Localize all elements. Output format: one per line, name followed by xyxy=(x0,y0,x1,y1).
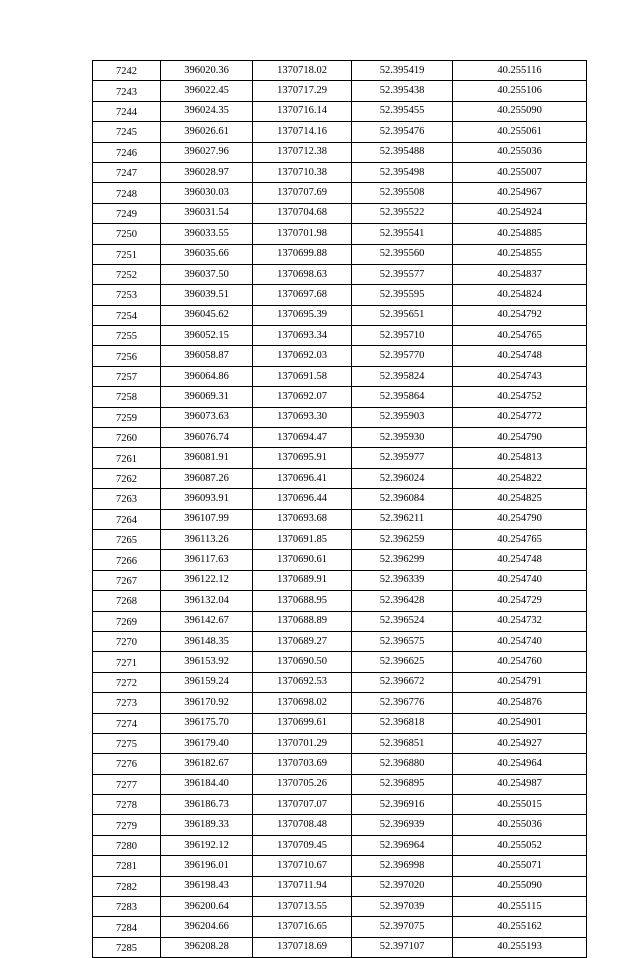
northing-cell: 1370716.14 xyxy=(253,101,352,121)
table-row xyxy=(93,244,587,264)
longitude-cell: 40.254987 xyxy=(453,774,587,794)
point-number-cell: 7272 xyxy=(93,672,161,692)
point-number-cell: 7242 xyxy=(93,61,161,81)
northing-cell: 1370696.41 xyxy=(253,468,352,488)
longitude-cell: 40.254924 xyxy=(453,203,587,223)
longitude-cell: 40.255090 xyxy=(453,876,587,896)
longitude-cell: 40.255162 xyxy=(453,917,587,937)
table-row xyxy=(93,203,587,223)
latitude-cell: 52.397020 xyxy=(352,876,453,896)
longitude-cell: 40.254765 xyxy=(453,326,587,346)
table-row xyxy=(93,631,587,651)
longitude-cell: 40.254760 xyxy=(453,652,587,672)
easting-cell: 396122.12 xyxy=(161,570,253,590)
point-number-cell: 7249 xyxy=(93,203,161,223)
table-row xyxy=(93,468,587,488)
table-row xyxy=(93,61,587,81)
table-row xyxy=(93,366,587,386)
easting-cell: 396208.28 xyxy=(161,937,253,957)
table-row xyxy=(93,264,587,284)
northing-cell: 1370708.48 xyxy=(253,815,352,835)
point-number-cell: 7256 xyxy=(93,346,161,366)
longitude-cell: 40.254901 xyxy=(453,713,587,733)
latitude-cell: 52.395476 xyxy=(352,122,453,142)
easting-cell: 396170.92 xyxy=(161,693,253,713)
point-number-cell: 7275 xyxy=(93,733,161,753)
northing-cell: 1370703.69 xyxy=(253,754,352,774)
point-number-cell: 7251 xyxy=(93,244,161,264)
easting-cell: 396186.73 xyxy=(161,795,253,815)
point-number-cell: 7277 xyxy=(93,774,161,794)
easting-cell: 396022.45 xyxy=(161,81,253,101)
latitude-cell: 52.395455 xyxy=(352,101,453,121)
easting-cell: 396076.74 xyxy=(161,428,253,448)
table-row xyxy=(93,570,587,590)
table-row xyxy=(93,733,587,753)
point-number-cell: 7269 xyxy=(93,611,161,631)
northing-cell: 1370713.55 xyxy=(253,897,352,917)
latitude-cell: 52.396818 xyxy=(352,713,453,733)
table-row xyxy=(93,652,587,672)
longitude-cell: 40.254790 xyxy=(453,509,587,529)
longitude-cell: 40.254748 xyxy=(453,550,587,570)
latitude-cell: 52.396672 xyxy=(352,672,453,692)
latitude-cell: 52.395595 xyxy=(352,285,453,305)
latitude-cell: 52.395903 xyxy=(352,407,453,427)
northing-cell: 1370718.02 xyxy=(253,61,352,81)
table-row xyxy=(93,529,587,549)
northing-cell: 1370712.38 xyxy=(253,142,352,162)
longitude-cell: 40.254837 xyxy=(453,264,587,284)
northing-cell: 1370709.45 xyxy=(253,835,352,855)
point-number-cell: 7252 xyxy=(93,264,161,284)
northing-cell: 1370699.88 xyxy=(253,244,352,264)
easting-cell: 396189.33 xyxy=(161,815,253,835)
easting-cell: 396200.64 xyxy=(161,897,253,917)
easting-cell: 396052.15 xyxy=(161,326,253,346)
latitude-cell: 52.397107 xyxy=(352,937,453,957)
table-row xyxy=(93,101,587,121)
easting-cell: 396087.26 xyxy=(161,468,253,488)
latitude-cell: 52.395560 xyxy=(352,244,453,264)
table-row xyxy=(93,754,587,774)
northing-cell: 1370716.65 xyxy=(253,917,352,937)
table-row xyxy=(93,774,587,794)
latitude-cell: 52.395710 xyxy=(352,326,453,346)
easting-cell: 396045.62 xyxy=(161,305,253,325)
table-row xyxy=(93,835,587,855)
point-number-cell: 7268 xyxy=(93,591,161,611)
table-row xyxy=(93,142,587,162)
table-row xyxy=(93,285,587,305)
table-row xyxy=(93,917,587,937)
latitude-cell: 52.396964 xyxy=(352,835,453,855)
table-row xyxy=(93,876,587,896)
easting-cell: 396113.26 xyxy=(161,529,253,549)
easting-cell: 396204.66 xyxy=(161,917,253,937)
table-row xyxy=(93,672,587,692)
longitude-cell: 40.255193 xyxy=(453,937,587,957)
easting-cell: 396035.66 xyxy=(161,244,253,264)
table-row xyxy=(93,937,587,957)
easting-cell: 396031.54 xyxy=(161,203,253,223)
coordinates-table xyxy=(92,60,587,958)
northing-cell: 1370699.61 xyxy=(253,713,352,733)
northing-cell: 1370689.91 xyxy=(253,570,352,590)
easting-cell: 396182.67 xyxy=(161,754,253,774)
table-row xyxy=(93,856,587,876)
longitude-cell: 40.254748 xyxy=(453,346,587,366)
northing-cell: 1370691.85 xyxy=(253,529,352,549)
longitude-cell: 40.255115 xyxy=(453,897,587,917)
point-number-cell: 7278 xyxy=(93,795,161,815)
northing-cell: 1370691.58 xyxy=(253,366,352,386)
point-number-cell: 7247 xyxy=(93,162,161,182)
easting-cell: 396142.67 xyxy=(161,611,253,631)
northing-cell: 1370692.03 xyxy=(253,346,352,366)
latitude-cell: 52.396299 xyxy=(352,550,453,570)
longitude-cell: 40.254927 xyxy=(453,733,587,753)
longitude-cell: 40.254772 xyxy=(453,407,587,427)
latitude-cell: 52.397039 xyxy=(352,897,453,917)
longitude-cell: 40.254964 xyxy=(453,754,587,774)
table-row xyxy=(93,795,587,815)
table-row xyxy=(93,346,587,366)
northing-cell: 1370696.44 xyxy=(253,489,352,509)
point-number-cell: 7276 xyxy=(93,754,161,774)
easting-cell: 396179.40 xyxy=(161,733,253,753)
easting-cell: 396192.12 xyxy=(161,835,253,855)
easting-cell: 396159.24 xyxy=(161,672,253,692)
easting-cell: 396148.35 xyxy=(161,631,253,651)
easting-cell: 396093.91 xyxy=(161,489,253,509)
table-row xyxy=(93,550,587,570)
easting-cell: 396039.51 xyxy=(161,285,253,305)
latitude-cell: 52.396211 xyxy=(352,509,453,529)
latitude-cell: 52.396084 xyxy=(352,489,453,509)
point-number-cell: 7266 xyxy=(93,550,161,570)
point-number-cell: 7243 xyxy=(93,81,161,101)
latitude-cell: 52.396428 xyxy=(352,591,453,611)
latitude-cell: 52.395577 xyxy=(352,264,453,284)
latitude-cell: 52.396524 xyxy=(352,611,453,631)
northing-cell: 1370705.26 xyxy=(253,774,352,794)
table-row xyxy=(93,611,587,631)
latitude-cell: 52.396625 xyxy=(352,652,453,672)
point-number-cell: 7283 xyxy=(93,897,161,917)
table-row xyxy=(93,489,587,509)
point-number-cell: 7279 xyxy=(93,815,161,835)
northing-cell: 1370693.68 xyxy=(253,509,352,529)
longitude-cell: 40.254822 xyxy=(453,468,587,488)
longitude-cell: 40.254813 xyxy=(453,448,587,468)
longitude-cell: 40.255007 xyxy=(453,162,587,182)
point-number-cell: 7254 xyxy=(93,305,161,325)
latitude-cell: 52.396880 xyxy=(352,754,453,774)
point-number-cell: 7260 xyxy=(93,428,161,448)
longitude-cell: 40.254790 xyxy=(453,428,587,448)
latitude-cell: 52.395522 xyxy=(352,203,453,223)
table-row xyxy=(93,387,587,407)
northing-cell: 1370695.39 xyxy=(253,305,352,325)
coordinates-table-body xyxy=(93,61,587,958)
easting-cell: 396037.50 xyxy=(161,264,253,284)
latitude-cell: 52.395770 xyxy=(352,346,453,366)
northing-cell: 1370710.38 xyxy=(253,162,352,182)
latitude-cell: 52.395419 xyxy=(352,61,453,81)
table-row xyxy=(93,183,587,203)
northing-cell: 1370707.07 xyxy=(253,795,352,815)
longitude-cell: 40.254792 xyxy=(453,305,587,325)
longitude-cell: 40.255116 xyxy=(453,61,587,81)
latitude-cell: 52.395930 xyxy=(352,428,453,448)
easting-cell: 396058.87 xyxy=(161,346,253,366)
longitude-cell: 40.254791 xyxy=(453,672,587,692)
northing-cell: 1370704.68 xyxy=(253,203,352,223)
point-number-cell: 7270 xyxy=(93,631,161,651)
longitude-cell: 40.254752 xyxy=(453,387,587,407)
point-number-cell: 7259 xyxy=(93,407,161,427)
easting-cell: 396020.36 xyxy=(161,61,253,81)
point-number-cell: 7273 xyxy=(93,693,161,713)
easting-cell: 396030.03 xyxy=(161,183,253,203)
point-number-cell: 7282 xyxy=(93,876,161,896)
point-number-cell: 7248 xyxy=(93,183,161,203)
northing-cell: 1370695.91 xyxy=(253,448,352,468)
latitude-cell: 52.396939 xyxy=(352,815,453,835)
latitude-cell: 52.396851 xyxy=(352,733,453,753)
latitude-cell: 52.395541 xyxy=(352,224,453,244)
easting-cell: 396175.70 xyxy=(161,713,253,733)
table-row xyxy=(93,224,587,244)
point-number-cell: 7262 xyxy=(93,468,161,488)
easting-cell: 396064.86 xyxy=(161,366,253,386)
easting-cell: 396069.31 xyxy=(161,387,253,407)
latitude-cell: 52.395864 xyxy=(352,387,453,407)
latitude-cell: 52.397075 xyxy=(352,917,453,937)
point-number-cell: 7265 xyxy=(93,529,161,549)
table-row xyxy=(93,448,587,468)
northing-cell: 1370718.69 xyxy=(253,937,352,957)
longitude-cell: 40.254825 xyxy=(453,489,587,509)
point-number-cell: 7257 xyxy=(93,366,161,386)
northing-cell: 1370717.29 xyxy=(253,81,352,101)
latitude-cell: 52.396259 xyxy=(352,529,453,549)
point-number-cell: 7250 xyxy=(93,224,161,244)
northing-cell: 1370693.30 xyxy=(253,407,352,427)
table-row xyxy=(93,305,587,325)
table-row xyxy=(93,326,587,346)
point-number-cell: 7245 xyxy=(93,122,161,142)
northing-cell: 1370697.68 xyxy=(253,285,352,305)
latitude-cell: 52.395977 xyxy=(352,448,453,468)
northing-cell: 1370694.47 xyxy=(253,428,352,448)
latitude-cell: 52.395824 xyxy=(352,366,453,386)
easting-cell: 396117.63 xyxy=(161,550,253,570)
latitude-cell: 52.395508 xyxy=(352,183,453,203)
latitude-cell: 52.395651 xyxy=(352,305,453,325)
northing-cell: 1370690.61 xyxy=(253,550,352,570)
northing-cell: 1370692.53 xyxy=(253,672,352,692)
longitude-cell: 40.255090 xyxy=(453,101,587,121)
northing-cell: 1370701.98 xyxy=(253,224,352,244)
table-row xyxy=(93,815,587,835)
easting-cell: 396073.63 xyxy=(161,407,253,427)
latitude-cell: 52.395498 xyxy=(352,162,453,182)
latitude-cell: 52.395488 xyxy=(352,142,453,162)
northing-cell: 1370689.27 xyxy=(253,631,352,651)
longitude-cell: 40.255052 xyxy=(453,835,587,855)
northing-cell: 1370710.67 xyxy=(253,856,352,876)
table-row xyxy=(93,162,587,182)
northing-cell: 1370688.89 xyxy=(253,611,352,631)
latitude-cell: 52.396024 xyxy=(352,468,453,488)
latitude-cell: 52.396575 xyxy=(352,631,453,651)
easting-cell: 396196.01 xyxy=(161,856,253,876)
easting-cell: 396024.35 xyxy=(161,101,253,121)
table-row xyxy=(93,428,587,448)
easting-cell: 396027.96 xyxy=(161,142,253,162)
northing-cell: 1370693.34 xyxy=(253,326,352,346)
table-row xyxy=(93,122,587,142)
longitude-cell: 40.255015 xyxy=(453,795,587,815)
longitude-cell: 40.254740 xyxy=(453,570,587,590)
longitude-cell: 40.254855 xyxy=(453,244,587,264)
easting-cell: 396028.97 xyxy=(161,162,253,182)
table-row xyxy=(93,591,587,611)
latitude-cell: 52.396776 xyxy=(352,693,453,713)
table-row xyxy=(93,897,587,917)
easting-cell: 396033.55 xyxy=(161,224,253,244)
longitude-cell: 40.254729 xyxy=(453,591,587,611)
point-number-cell: 7264 xyxy=(93,509,161,529)
latitude-cell: 52.395438 xyxy=(352,81,453,101)
point-number-cell: 7258 xyxy=(93,387,161,407)
easting-cell: 396132.04 xyxy=(161,591,253,611)
point-number-cell: 7267 xyxy=(93,570,161,590)
latitude-cell: 52.396916 xyxy=(352,795,453,815)
table-row xyxy=(93,693,587,713)
easting-cell: 396026.61 xyxy=(161,122,253,142)
longitude-cell: 40.254885 xyxy=(453,224,587,244)
easting-cell: 396198.43 xyxy=(161,876,253,896)
longitude-cell: 40.254967 xyxy=(453,183,587,203)
longitude-cell: 40.255071 xyxy=(453,856,587,876)
longitude-cell: 40.255061 xyxy=(453,122,587,142)
point-number-cell: 7253 xyxy=(93,285,161,305)
point-number-cell: 7271 xyxy=(93,652,161,672)
longitude-cell: 40.254824 xyxy=(453,285,587,305)
easting-cell: 396107.99 xyxy=(161,509,253,529)
point-number-cell: 7255 xyxy=(93,326,161,346)
point-number-cell: 7280 xyxy=(93,835,161,855)
northing-cell: 1370688.95 xyxy=(253,591,352,611)
longitude-cell: 40.255036 xyxy=(453,815,587,835)
longitude-cell: 40.255036 xyxy=(453,142,587,162)
longitude-cell: 40.255106 xyxy=(453,81,587,101)
northing-cell: 1370714.16 xyxy=(253,122,352,142)
longitude-cell: 40.254765 xyxy=(453,529,587,549)
northing-cell: 1370698.63 xyxy=(253,264,352,284)
latitude-cell: 52.396339 xyxy=(352,570,453,590)
table-row xyxy=(93,407,587,427)
easting-cell: 396184.40 xyxy=(161,774,253,794)
point-number-cell: 7274 xyxy=(93,713,161,733)
northing-cell: 1370701.29 xyxy=(253,733,352,753)
longitude-cell: 40.254732 xyxy=(453,611,587,631)
table-row xyxy=(93,713,587,733)
point-number-cell: 7284 xyxy=(93,917,161,937)
table-row xyxy=(93,509,587,529)
northing-cell: 1370711.94 xyxy=(253,876,352,896)
easting-cell: 396153.92 xyxy=(161,652,253,672)
point-number-cell: 7244 xyxy=(93,101,161,121)
latitude-cell: 52.396895 xyxy=(352,774,453,794)
northing-cell: 1370698.02 xyxy=(253,693,352,713)
point-number-cell: 7285 xyxy=(93,937,161,957)
northing-cell: 1370707.69 xyxy=(253,183,352,203)
latitude-cell: 52.396998 xyxy=(352,856,453,876)
longitude-cell: 40.254743 xyxy=(453,366,587,386)
point-number-cell: 7246 xyxy=(93,142,161,162)
longitude-cell: 40.254876 xyxy=(453,693,587,713)
point-number-cell: 7263 xyxy=(93,489,161,509)
longitude-cell: 40.254740 xyxy=(453,631,587,651)
table-row xyxy=(93,81,587,101)
point-number-cell: 7261 xyxy=(93,448,161,468)
easting-cell: 396081.91 xyxy=(161,448,253,468)
northing-cell: 1370690.50 xyxy=(253,652,352,672)
northing-cell: 1370692.07 xyxy=(253,387,352,407)
point-number-cell: 7281 xyxy=(93,856,161,876)
